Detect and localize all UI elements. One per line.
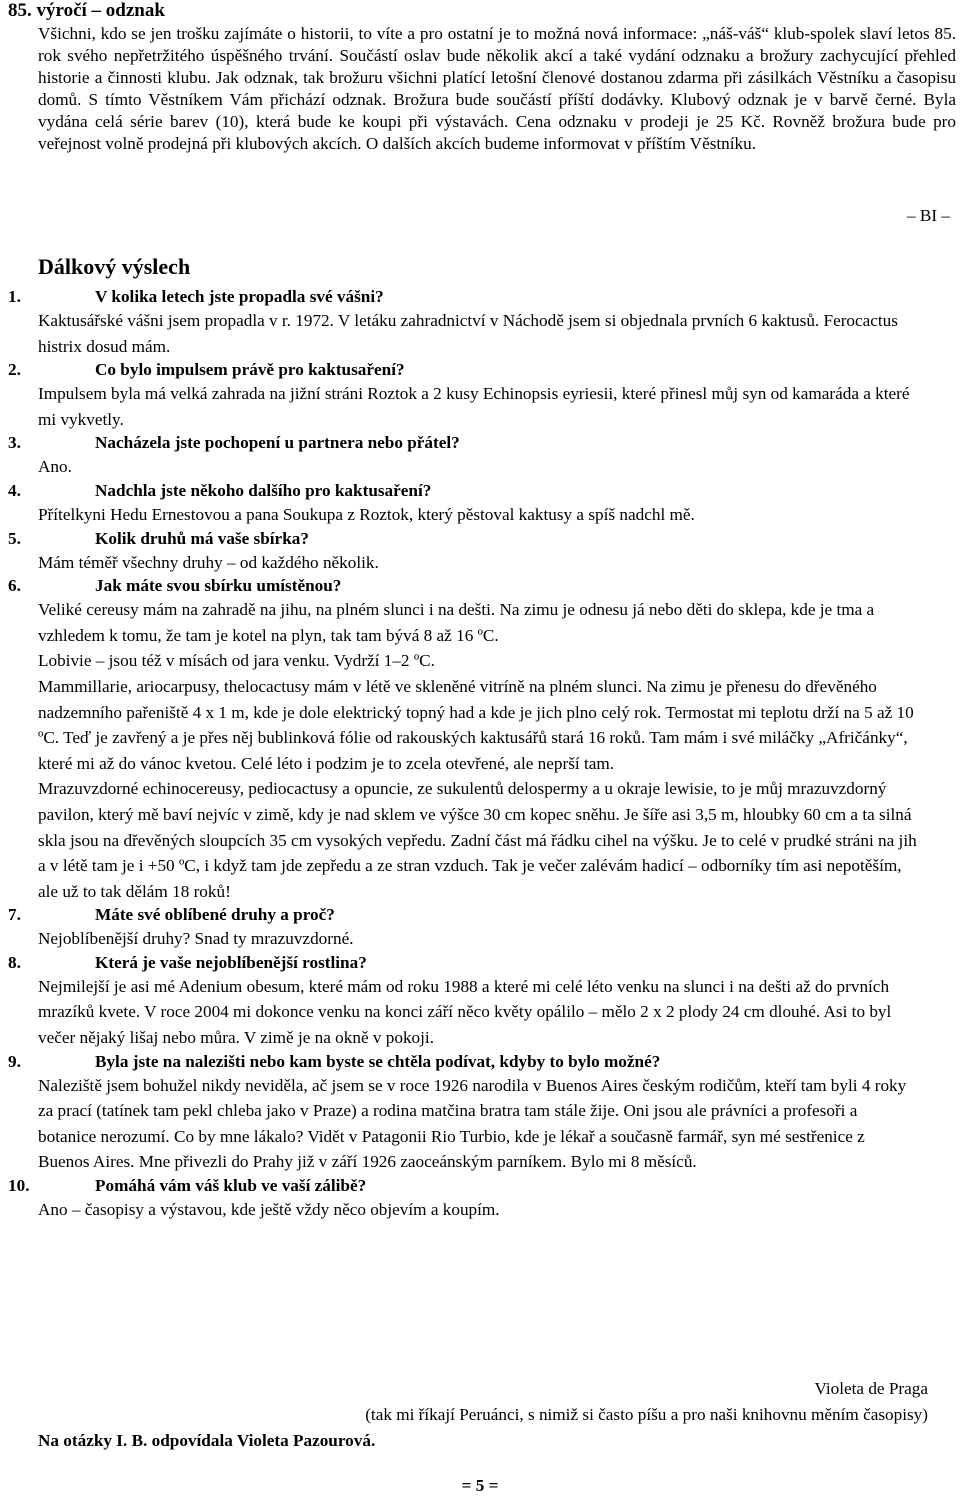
question [0,1175,960,1197]
question-text: Nacházela jste pochopení u partnera nebo přátel? [95,433,460,453]
answer [38,926,918,952]
answer-paragraph: Veliké cereusy mám na zahradě na jihu, na plném slunci i na dešti. Na zimu je odnesu já nebo děti do sklepa, kde je tma a vzhledem k tomu, že tam je kotel na plyn, tak tam bývá 8 až 16 ºC. [38,600,875,645]
answer-paragraph: Nejmilejší je asi mé Adenium obesum, které mám od roku 1988 a které mi celé léto venku na slunci i na dešti až do prvních mrazíků kvete. V roce 2004 mi dokonce venku na konci září něco květy opálilo – mělo 2 x 2 plody 24 cm dlouhé. Asi to byl večer nějaký lišaj nebo můra. V zimě je na okně v pokoji. [38,976,892,1048]
question-number: 4. [8,480,21,500]
question [0,575,960,597]
answer [38,1073,918,1175]
question-text: Máte své oblíbené druhy a proč? [95,905,335,925]
question [0,286,960,308]
question-number: 9. [8,1051,21,1071]
question [0,528,960,550]
answer [38,308,918,359]
answer-paragraph: Ano – časopisy a výstavou, kde ještě vždy něco objevím a koupím. [38,1200,500,1220]
question [0,480,960,502]
closing-note: (tak mi říkají Peruánci, s nimiž si často píšu a pro naši knihovnu měním časopisy) [365,1405,928,1424]
question [0,432,960,454]
answer-paragraph: Mám téměř všechny druhy – od každého několik. [38,552,379,572]
qa-item [0,480,960,528]
closing-name: Violeta de Praga [814,1379,928,1398]
question-text: V kolika letech jste propadla své vášni? [95,287,384,306]
answered-by: Na otázky I. B. odpovídala Violeta Pazourová. [38,1431,376,1450]
question-number: 7. [8,905,21,925]
qa-item [0,904,960,952]
question-number: 3. [8,433,21,453]
question-text: Nadchla jste někoho dalšího pro kaktusaření? [95,480,432,500]
question [0,1051,960,1073]
answer-paragraph: Kaktusářské vášni jsem propadla v r. 1972. V letáku zahradnictví v Náchodě jsem si objednala prvních 6 kaktusů. Ferocactus histrix dosud mám. [38,311,898,356]
article-title: 85. výročí – odznak [8,0,165,21]
answer [38,597,918,904]
question [0,952,960,974]
answer-paragraph: Ano. [38,457,72,477]
question-text: Byla jste na nalezišti nebo kam byste se chtěla podívat, kdyby to bylo možné? [95,1051,661,1071]
interview-questions [0,286,960,1223]
question-number: 8. [8,952,21,972]
question-number: 10. [8,1176,30,1196]
answer [38,974,918,1051]
answer-paragraph: Přítelkyni Hedu Ernestovou a pana Soukupa z Roztok, který pěstoval kaktusy a spíš nadchl mě. [38,504,695,524]
qa-item [0,1051,960,1175]
answer-paragraph: Mammillarie, ariocarpusy, thelocactusy mám v létě ve skleněné vitríně na plném slunci. Na zimu je přenesu do dřevěného nadzemního pařeniště 4 x 1 m, kde je dole elektrický topný had a kde je jich plno celý rok. Termostat mi teplotu drží na 5 až 10 ºC. Teď je zavřený a je přes něj bublinková fólie od rakouských kaktusářů stará 16 roků. Tam mám i své miláčky „Afričánky“, které mi až do vánoc kvetou. Celé léto i podzim je to zcela otevřené, ale neprší tam. [38,676,914,773]
qa-item [0,432,960,480]
question-number: 5. [8,528,21,548]
answer [38,381,918,432]
question-number: 2. [8,360,21,380]
answer [38,502,918,528]
question-text: Pomáhá vám váš klub ve vaší zálibě? [95,1176,367,1196]
qa-item [0,1175,960,1223]
question-text: Jak máte svou sbírku umístěnou? [95,576,342,596]
article-signature: – BI – [907,206,950,225]
answer-paragraph: Naleziště jsem bohužel nikdy neviděla, ač jsem se v roce 1926 narodila v Buenos Aires českým rodičům, kteří tam byli 4 roky za prací (tatínek tam pekl chleba jako v Praze) a rodina matčina bratra tam stále žije. Oni jsou ale právníci a profesoři a botanice nerozumí. Co by mne lákalo? Vidět v Patagonii Rio Turbio, kde je lékař a současně farmář, syn mé sestřenice z Buenos Aires. Mne přivezli do Prahy již v září 1926 zaoceánským parníkem. Bylo mi 8 měsíců. [38,1075,907,1172]
question-text: Která je vaše nejoblíbenější rostlina? [95,952,367,972]
qa-item [0,286,960,359]
answer-paragraph: Mrazuvzdorné echinocereusy, pediocactusy a opuncie, ze sukulentů delospermy a u okraje lewisie, to je můj mrazuvzdorný pavilon, který mě baví nejvíc v zimě, kdy je nad sklem ve výšce 30 cm kopec sněhu. Je šíře asi 3,5 m, hloubky 60 cm a ta silná skla jsou na dřevěných sloupcích 35 cm vysokých vepředu. Zadní část má řádku cihel na výšku. Je to celé v prudké stráni na jih a v létě tam je i +50 ºC, i když tam jde zepředu a ze stran vzduch. Tak je večer zalévám hadicí – odborníky tím asi nepotěším, ale už to tak dělám 18 roků! [38,779,917,901]
answer-paragraph: Lobivie – jsou též v mísách od jara venku. Vydrží 1–2 ºC. [38,651,435,671]
question-text: Kolik druhů má vaše sbírka? [95,528,309,548]
qa-item [0,359,960,432]
question-number: 6. [8,576,21,596]
interview-title: Dálkový výslech [38,254,191,279]
article-body: Všichni, kdo se jen trošku zajímáte o historii, to víte a pro ostatní je to možná nová informace: „náš-váš“ klub-spolek slaví letos 85. rok svého nepřetržitého úspěšného trvání. Součástí oslav bude několik akcí a také vydání odznaku a brožury zachycující přehled historie a činnosti klubu. Jak odznak, tak brožuru všichni platící letošní členové dostanou zdarma při zásilkách Věstníku a časopisu domů. S tímto Věstníkem Vám přichází odznak. Brožura bude součástí příští dodávky. Klubový odznak je v barvě černé. Byla vydána celá série barev (10), která bude ke koupi při výstavách. Cena odznaku v prodeji je 25 Kč. Rovněž brožura bude pro veřejnost volně prodejná při klubových akcích. O dalších akcích budeme informovat v příštím Věstníku. [38,24,956,154]
qa-item [0,575,960,904]
answer [38,454,918,480]
qa-item [0,952,960,1051]
question-text: Co bylo impulsem právě pro kaktusaření? [95,360,405,380]
answer-paragraph: Nejoblíbenější druhy? Snad ty mrazuvzdorné. [38,929,354,949]
page-number: = 5 = [461,1476,499,1495]
question [0,904,960,926]
qa-item [0,528,960,576]
answer [38,550,918,576]
answer [38,1197,918,1223]
question [0,359,960,381]
answer-paragraph: Impulsem byla má velká zahrada na jižní stráni Roztok a 2 kusy Echinopsis eyriesii, které přinesl můj syn od kamaráda a které mi vykvetly. [38,384,910,429]
question-number: 1. [8,287,21,306]
